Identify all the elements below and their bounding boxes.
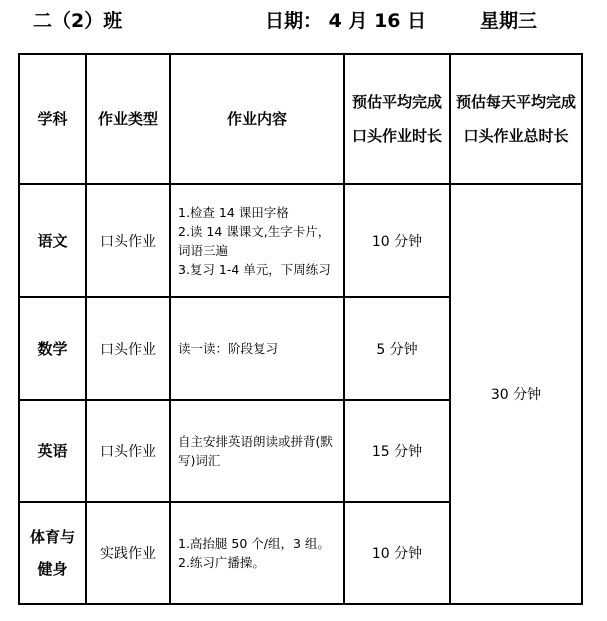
content-line: 读一读：阶段复习	[178, 341, 279, 356]
class-name: 二（2）班	[33, 10, 123, 32]
duration-cell: 10 分钟	[344, 502, 450, 604]
duration-cell: 5 分钟	[344, 297, 450, 400]
header-subject: 学科	[19, 54, 86, 184]
duration-cell: 15 分钟	[344, 400, 450, 502]
table-row	[19, 184, 582, 297]
content-line: 2.读 14 课课文,生字卡片，词语三遍	[178, 223, 331, 258]
content-cell	[170, 400, 344, 502]
header-avg-duration: 预估平均完成口头作业时长	[344, 54, 450, 184]
content-line: 1.高抬腿 50 个/组，3 组。	[178, 536, 330, 551]
header-type: 作业类型	[86, 54, 170, 184]
content-cell	[170, 297, 344, 400]
content-cell	[170, 184, 344, 297]
subject-cell: 数学	[19, 297, 86, 400]
content-cell	[170, 502, 344, 604]
header-daily-total: 预估每天平均完成口头作业总时长	[450, 54, 582, 184]
page-header	[0, 6, 607, 36]
subject-cell: 体育与健身	[19, 502, 86, 604]
subject-cell: 英语	[19, 400, 86, 502]
table-header-row	[19, 54, 582, 184]
duration-cell: 10 分钟	[344, 184, 450, 297]
type-cell: 实践作业	[86, 502, 170, 604]
date-label: 日期： 4 月 16 日	[265, 10, 427, 32]
homework-table	[18, 53, 583, 605]
total-duration-cell: 30 分钟	[450, 184, 582, 604]
weekday-label: 星期三	[480, 10, 538, 32]
content-line: 2.练习广播操。	[178, 555, 265, 570]
content-line: 3.复习 1-4 单元，下周练习	[178, 261, 331, 277]
header-content: 作业内容	[170, 54, 344, 184]
subject-cell: 语文	[19, 184, 86, 297]
type-cell: 口头作业	[86, 297, 170, 400]
content-line: 1.检查 14 课田字格	[178, 204, 289, 220]
type-cell: 口头作业	[86, 184, 170, 297]
content-line: 自主安排英语朗读或拼背(默写)词汇	[178, 434, 333, 468]
type-cell: 口头作业	[86, 400, 170, 502]
